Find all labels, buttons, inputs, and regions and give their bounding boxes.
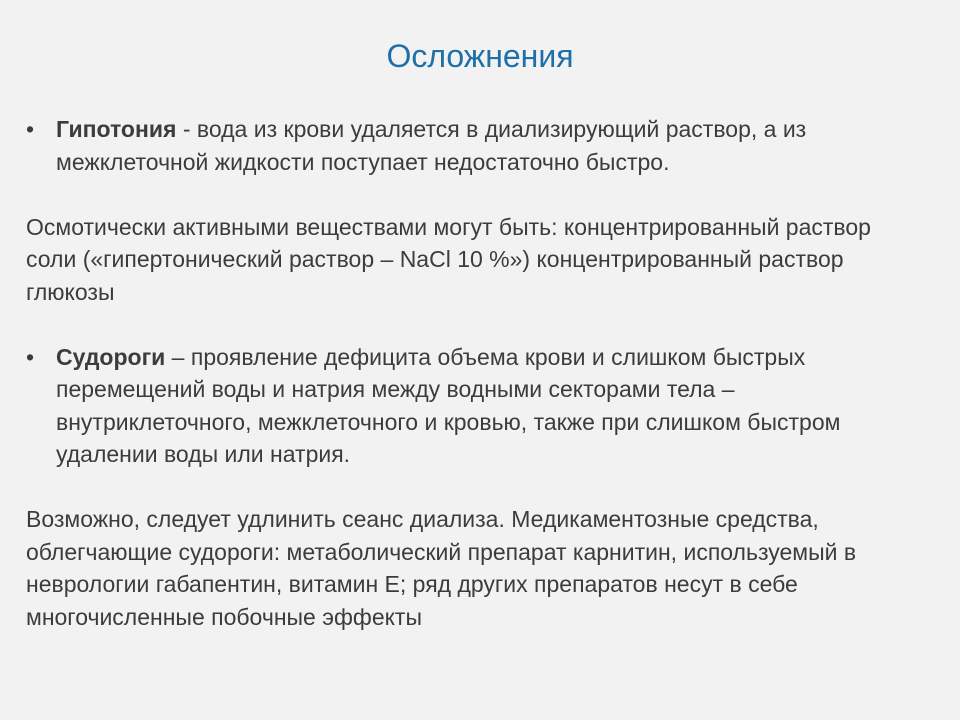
spacer — [26, 471, 926, 504]
spacer — [26, 308, 926, 341]
slide-title: Осложнения — [386, 38, 574, 74]
slide-content — [26, 113, 926, 633]
bullet-cramps — [26, 341, 926, 471]
cramps-description: – проявление дефицита объема крови и слишком быстрых перемещений воды и натрия между водными секторами тела – внутриклеточного, межклеточного и кровью, также при слишком быстром удалении воды или натрия. — [56, 343, 841, 467]
treatment-paragraph: Возможно, следует удлинить сеанс диализа. Медикаментозные средства, облегчающие судороги: метаболический препарат карнитин, используемый в неврологии габапентин, витамин Е; ряд других препаратов несут в себе многочисленные побочные эффекты — [26, 506, 857, 630]
term-cramps: Судороги — [56, 343, 166, 370]
spacer — [26, 178, 926, 211]
bullet-dot: • — [26, 116, 35, 142]
hypotension-description: - вода из крови удаляется в диализирующий раствор, а из межклеточной жидкости поступает недостаточно быстро. — [56, 116, 807, 175]
term-hypotension: Гипотония — [56, 116, 177, 142]
bullet-dot: • — [26, 343, 35, 370]
osmotic-agents-paragraph: Осмотически активными веществами могут быть: концентрированный раствор соли («гипертонический раствор – NaCl 10 %») концентрированный раствор глюкозы — [26, 213, 871, 305]
bullet-hypotension — [26, 113, 926, 178]
